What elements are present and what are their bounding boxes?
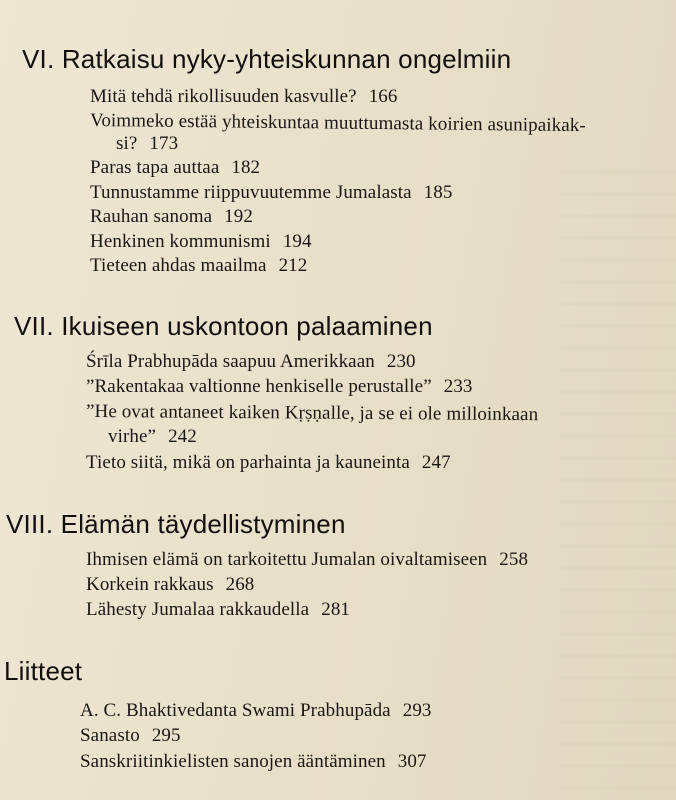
bleed-through-text (560, 170, 676, 800)
toc-entry-title: Korkein rakkaus (86, 574, 214, 595)
toc-entry-title: si? (116, 133, 138, 154)
toc-entry (90, 255, 307, 277)
toc-entry-title: Sanskriitinkielisten sanojen ääntäminen (80, 751, 386, 772)
toc-entry-page: 230 (386, 351, 416, 372)
toc-entry-title: Tieteen ahdas maailma (90, 255, 267, 276)
toc-entry-page: 212 (278, 255, 308, 276)
toc-entry (116, 133, 178, 155)
section-heading-vii: VII. Ikuiseen uskontoon palaaminen (14, 311, 433, 341)
section-heading-viii: VIII. Elämän täydellistyminen (6, 509, 346, 539)
toc-entry-page: 185 (423, 182, 453, 203)
section-heading-appendices: Liitteet (4, 656, 83, 686)
toc-entry (86, 599, 350, 621)
toc-entry (90, 86, 398, 108)
toc-entry-page: 166 (368, 86, 398, 107)
toc-entry-title: Lähesty Jumalaa rakkaudella (86, 599, 310, 620)
toc-entry-title: Mitä tehdä rikollisuuden kasvulle? (90, 86, 357, 107)
toc-entry (86, 351, 416, 373)
toc-entry (90, 206, 253, 228)
toc-entry-page: 182 (231, 157, 261, 178)
toc-entry-title: Tieto siitä, mikä on parhainta ja kauneinta (86, 452, 410, 473)
toc-entry (86, 401, 538, 426)
toc-entry (80, 751, 427, 773)
toc-entry (90, 231, 312, 253)
toc-entry-title: Ihmisen elämä on tarkoitettu Jumalan oivaltamiseen (86, 549, 488, 570)
toc-entry (86, 549, 528, 571)
toc-entry (80, 725, 181, 747)
toc-entry-title: Paras tapa auttaa (90, 157, 220, 178)
toc-entry-page: 192 (224, 206, 253, 227)
toc-entry (90, 157, 260, 179)
toc-entry-title: ”He ovat antaneet kaiken Kṛṣṇalle, ja se ei ole milloinkaan (85, 401, 539, 426)
toc-entry-title: Sanasto (80, 725, 140, 746)
toc-entry (86, 376, 473, 398)
toc-entry-title: Śrīla Prabhupāda saapuu Amerikkaan (86, 351, 375, 372)
section-heading-vi: VI. Ratkaisu nyky-yhteiskunnan ongelmiin (22, 44, 512, 74)
toc-entry-title: Henkinen kommunismi (90, 231, 271, 252)
toc-entry-page: 258 (499, 549, 529, 570)
toc-entry-title: ”Rakentakaa valtionne henkiselle perustalle” (86, 376, 432, 397)
toc-entry-page: 307 (397, 751, 427, 772)
toc-entry-page: 233 (443, 376, 473, 397)
toc-entry-page: 268 (225, 574, 255, 595)
toc-entry-title: Rauhan sanoma (90, 206, 213, 227)
toc-entry-title: virhe” (108, 426, 157, 447)
toc-entry-page: 293 (402, 700, 432, 721)
toc-entry (80, 700, 432, 722)
toc-entry-page: 173 (149, 133, 179, 154)
toc-entry (86, 574, 254, 596)
toc-entry-page: 281 (321, 599, 351, 620)
toc-entry-page: 194 (282, 231, 312, 252)
toc-entry-page: 247 (421, 452, 451, 473)
toc-entry (90, 182, 452, 204)
toc-entry-page: 295 (151, 725, 181, 746)
toc-entry (86, 452, 451, 474)
toc-entry-title: Voimmeko estää yhteiskuntaa muuttumasta koirien asunipaikak- (89, 110, 586, 137)
toc-entry-title: Tunnustamme riippuvuutemme Jumalasta (90, 182, 412, 203)
toc-entry-title: A. C. Bhaktivedanta Swami Prabhupāda (80, 700, 391, 721)
toc-entry-page: 242 (168, 426, 197, 447)
toc-entry (108, 426, 197, 448)
